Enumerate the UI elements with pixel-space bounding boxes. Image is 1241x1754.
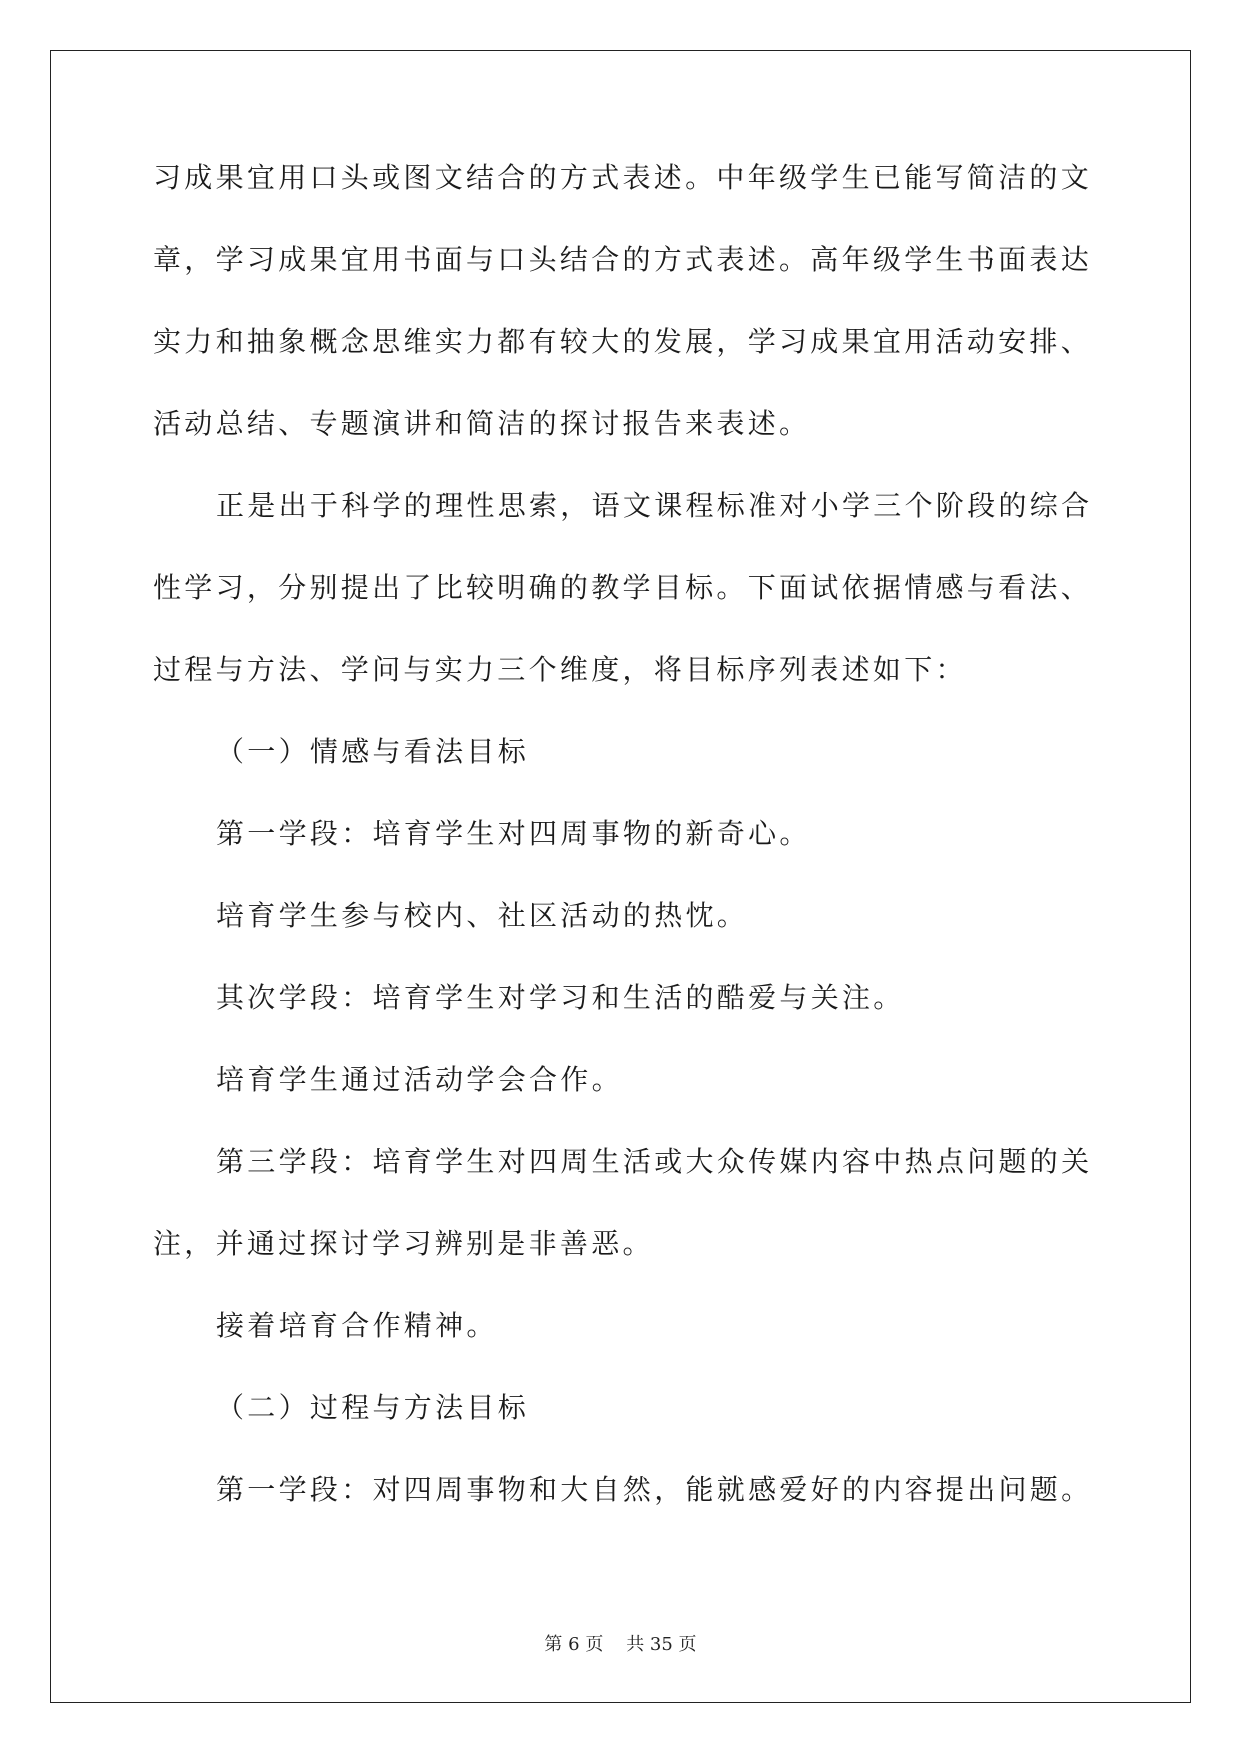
text-line: 注，并通过探讨学习辨别是非善恶。 [153,1227,654,1260]
text-line: 第三学段：培育学生对四周生活或大众传媒内容中热点问题的关 [216,1145,1093,1178]
text-line: 性学习，分别提出了比较明确的教学目标。下面试依据情感与看法、 [153,571,1093,604]
page-footer: 第 6 页 共 35 页 [544,1634,697,1655]
text-line: 第一学段：培育学生对四周事物的新奇心。 [216,817,811,850]
text-line: 培育学生参与校内、社区活动的热忱。 [216,899,749,932]
text-line: （一）情感与看法目标 [216,735,530,768]
text-line: 其次学段：培育学生对学习和生活的酷爱与关注。 [216,981,905,1014]
text-line: 正是出于科学的理性思索，语文课程标准对小学三个阶段的综合 [216,489,1093,522]
text-line: 习成果宜用口头或图文结合的方式表述。中年级学生已能写简洁的文 [153,161,1093,194]
text-line: 接着培育合作精神。 [216,1309,498,1342]
text-line: 实力和抽象概念思维实力都有较大的发展，学习成果宜用活动安排、 [153,325,1093,358]
text-line: 章，学习成果宜用书面与口头结合的方式表述。高年级学生书面表达 [153,243,1093,276]
text-line: 活动总结、专题演讲和简洁的探讨报告来表述。 [153,407,811,440]
text-line: 第一学段：对四周事物和大自然，能就感爱好的内容提出问题。 [216,1473,1093,1506]
text-line: 过程与方法、学问与实力三个维度，将目标序列表述如下： [153,653,967,686]
document-body [153,161,1093,1557]
text-line: （二）过程与方法目标 [216,1391,530,1424]
text-line: 培育学生通过活动学会合作。 [216,1063,623,1096]
